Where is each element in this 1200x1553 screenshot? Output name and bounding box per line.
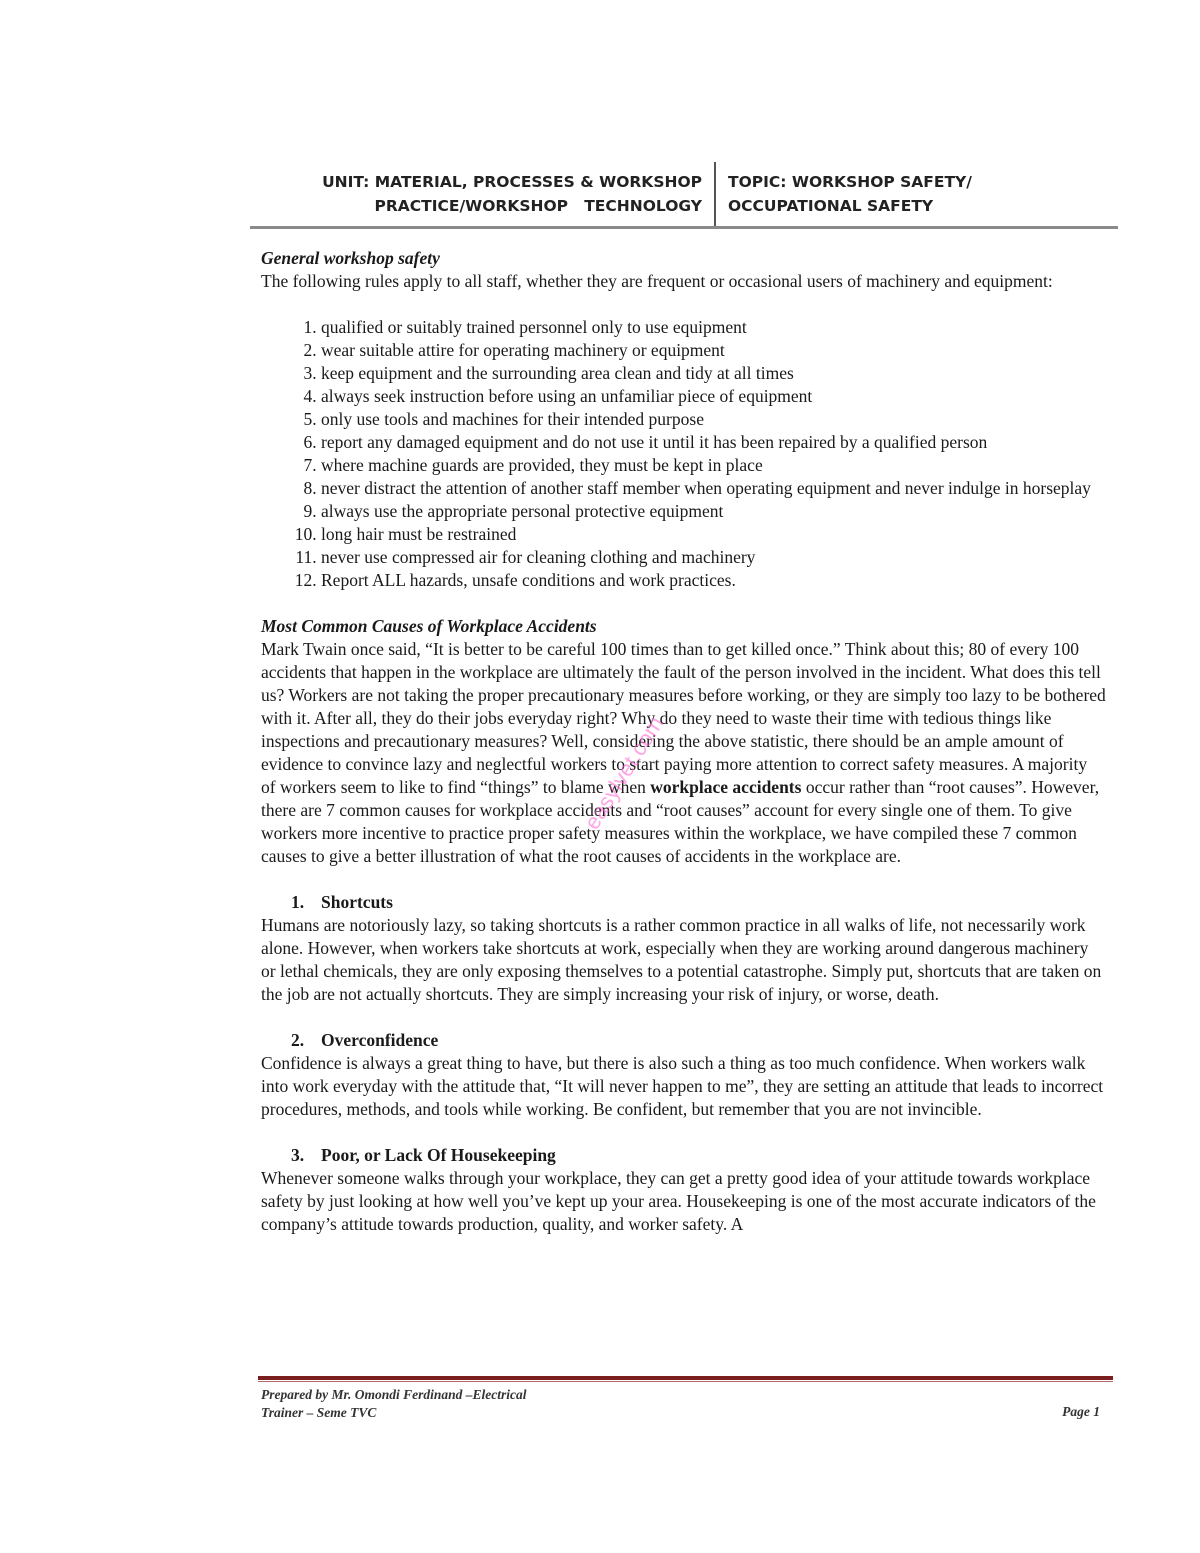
footer-credit-line-2: Trainer – Seme TVC (261, 1405, 377, 1420)
list-item: 10. long hair must be restrained (321, 523, 1106, 546)
general-safety-heading: General workshop safety (261, 248, 440, 268)
topic-title (728, 170, 1118, 218)
document-body (261, 247, 1106, 1236)
list-item: 8. never distract the attention of another staff member when operating equipment and never indulge in horseplay (321, 477, 1106, 500)
section-heading-housekeeping (261, 1144, 1106, 1167)
section-body-overconfidence: Confidence is always a great thing to have, but there is also such a thing as too much confidence. When workers walk into work everyday with the attitude that, “It will never happen to me”, they are setting an attitude that leads to incorrect procedures, methods, and tools while working. Be confident, but remember that you are not invincible. (261, 1053, 1104, 1119)
section-number: 3. (291, 1145, 305, 1165)
general-safety-intro: The following rules apply to all staff, whether they are frequent or occasional users of machinery and equipment: (261, 271, 1053, 291)
causes-text-part-2: occur rather than “root causes”. However, there are 7 common causes for workplace accidents and “root causes” account for every single one of them. To give workers more incentive to practice proper safety measures within the workplace, we have compiled these 7 common causes to give a better illustration of what the root causes of accidents in the workplace are. (261, 777, 1100, 866)
section-number: 2. (291, 1030, 305, 1050)
watermark: easylvet.com (579, 711, 669, 834)
list-item: 11. never use compressed air for cleaning clothing and machinery (321, 546, 1106, 569)
page-number: Page 1 (1062, 1404, 1100, 1419)
section-heading-overconfidence (261, 1029, 1106, 1052)
list-item: 4. always seek instruction before using an unfamiliar piece of equipment (321, 385, 1106, 408)
list-item: 2. wear suitable attire for operating machinery or equipment (321, 339, 1106, 362)
causes-heading: Most Common Causes of Workplace Accidents (261, 616, 597, 636)
section-title: Poor, or Lack Of Housekeeping (321, 1145, 556, 1165)
list-item: 7. where machine guards are provided, they must be kept in place (321, 454, 1106, 477)
unit-line-2: PRACTICE/WORKSHOP TECHNOLOGY (374, 197, 702, 215)
list-item: 1. qualified or suitably trained personnel only to use equipment (321, 316, 1106, 339)
footer-credit (261, 1386, 527, 1422)
footer-divider-thin (258, 1381, 1113, 1382)
causes-bold-term: workplace accidents (650, 777, 802, 797)
topic-line-1: TOPIC: WORKSHOP SAFETY/ (728, 173, 972, 191)
list-item: 6. report any damaged equipment and do not use it until it has been repaired by a qualified person (321, 431, 1106, 454)
list-item: 9. always use the appropriate personal protective equipment (321, 500, 1106, 523)
list-item: 3. keep equipment and the surrounding area clean and tidy at all times (321, 362, 1106, 385)
section-body-shortcuts: Humans are notoriously lazy, so taking shortcuts is a rather common practice in all walks of life, not necessarily work alone. However, when workers take shortcuts at work, especially when they are working around dangerous machinery or lethal chemicals, they are only exposing themselves to a potential catastrophe. Simply put, shortcuts that are taken on the job are not actually shortcuts. They are simply increasing your risk of injury, or worse, death. (261, 915, 1102, 1004)
section-title: Shortcuts (321, 892, 393, 912)
causes-text-part-1: Mark Twain once said, “It is better to be careful 100 times than to get killed once.” Think about this; 80 of every 100 accidents that happen in the workplace are ultimately the fault of the person involved in the incident. What does this tell us? Workers are not taking the proper precautionary measures before working, or they are simply too lazy to be bothered with it. After all, they do their jobs everyday right? Why do they need to waste their time with tedious things like inspections and precautionary measures? Well, considering the above statistic, there should be an ample amount of evidence to convince lazy and neglectful workers to start paying more attention to correct safety measures. A majority of workers seem to like to find “things” to blame when (261, 639, 1106, 797)
footer-divider (258, 1376, 1113, 1380)
list-item: 5. only use tools and machines for their intended purpose (321, 408, 1106, 431)
safety-rules-list (261, 316, 1106, 592)
footer-credit-line-1: Prepared by Mr. Omondi Ferdinand –Electrical (261, 1387, 527, 1402)
unit-line-1: UNIT: MATERIAL, PROCESSES & WORKSHOP (322, 173, 702, 191)
list-item: 12. Report ALL hazards, unsafe conditions and work practices. (321, 569, 1106, 592)
page-header (250, 162, 1118, 229)
topic-line-2: OCCUPATIONAL SAFETY (728, 197, 934, 215)
section-title: Overconfidence (321, 1030, 439, 1050)
header-divider (714, 162, 716, 226)
section-heading-shortcuts (261, 891, 1106, 914)
unit-title (250, 170, 702, 218)
section-number: 1. (291, 892, 305, 912)
causes-paragraph (261, 638, 1106, 868)
section-body-housekeeping: Whenever someone walks through your workplace, they can get a pretty good idea of your attitude towards workplace safety by just looking at how well you’ve kept up your area. Housekeeping is one of the most accurate indicators of the company’s attitude towards production, quality, and worker safety. A (261, 1168, 1096, 1234)
